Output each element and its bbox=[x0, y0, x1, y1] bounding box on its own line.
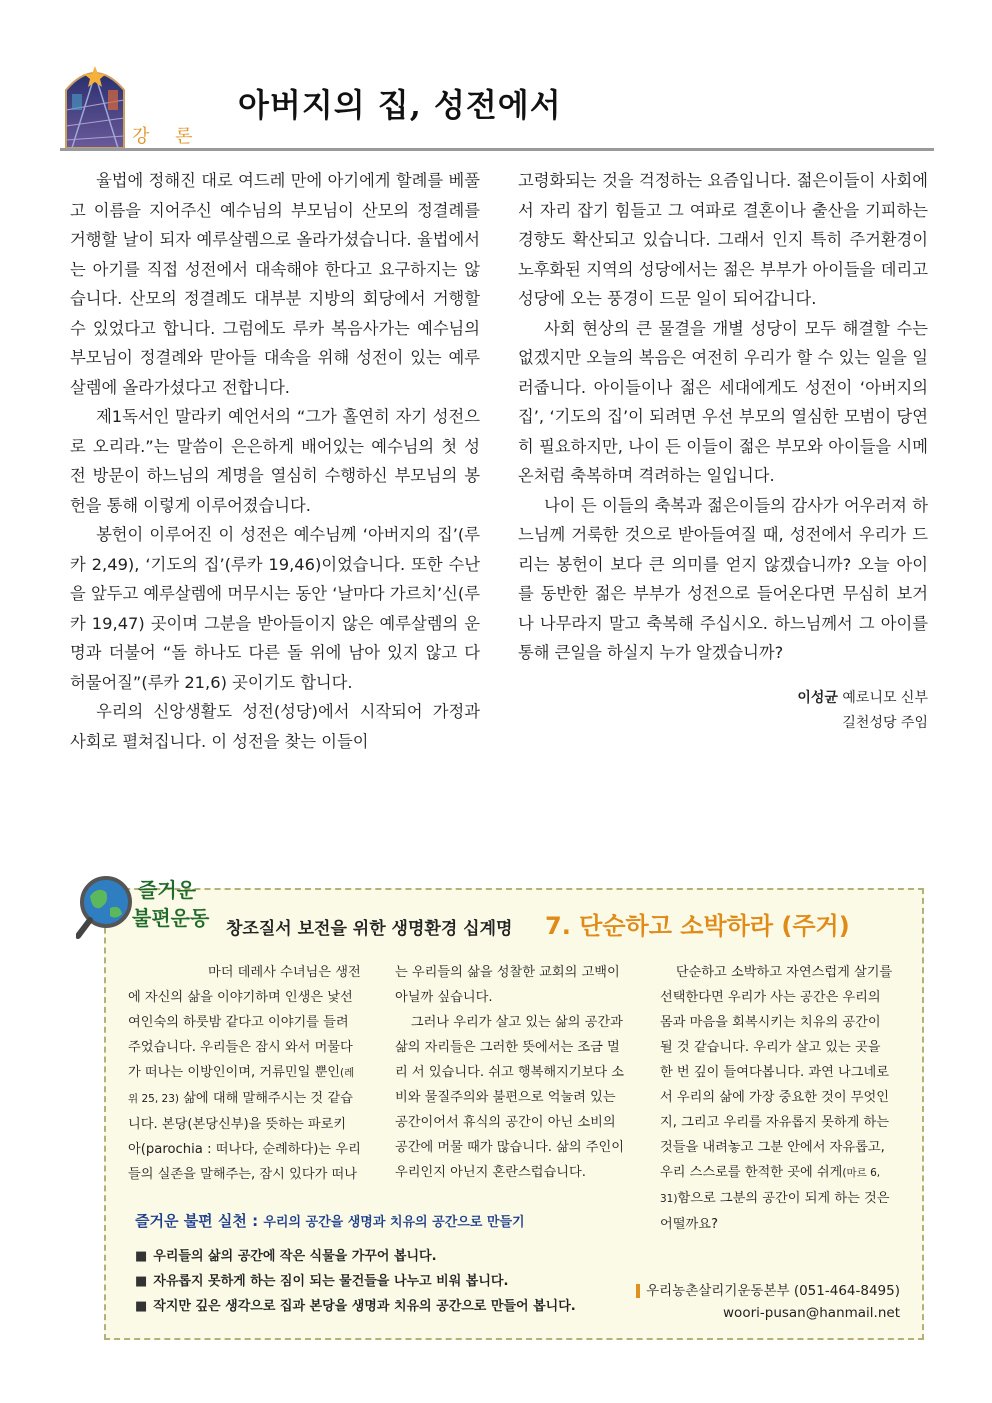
sermon-paragraph: 율법에 정해진 대로 여드레 만에 아기에게 할례를 베풀고 이름을 지어주신 예수님의 부모님이 산모의 정결례를 거행할 날이 되자 예루살렘으로 올라가셨습니다. 율법에서는 아기를 직접 성전에서 대속해야 한다고 요구하지는 않습니다. 산모의 정결례도 대부분 지방의 회당에서 거행할 수 있었다고 합니다. 그럼에도 루카 복음사가는 예수님의 부모님이 정결례와 맏아들 대속을 위해 성전이 있는 예루살렘에 올라가셨다고 전합니다. bbox=[70, 171, 480, 397]
text-line: 공간에 머물 때가 많습니다. 삶의 주인이 bbox=[395, 1140, 624, 1155]
text-line: 몸과 마음을 회복시키는 치유의 공간이 bbox=[660, 1015, 881, 1030]
scripture-ref: 위 25, 23) bbox=[128, 1093, 179, 1105]
bullet-icon: ■ bbox=[135, 1299, 148, 1314]
section-label: 강 론 bbox=[132, 126, 203, 147]
text-line: 위 25, 23) 삶에 대해 말해주시는 것 같습 bbox=[128, 1091, 353, 1106]
author-parish: 길천성당 주임 bbox=[842, 714, 928, 731]
campaign-column-3 bbox=[660, 960, 905, 1237]
sermon-paragraph: 봉헌이 이루어진 이 성전은 예수님께 ‘아버지의 집’(루카 2,49), ‘기도의 집’(루카 19,46)이었습니다. 또한 수난을 앞두고 예루살렘에 머무시는 동안 ‘날마다 가르치’신(루카 19,47) 곳이며 그분을 받아들이지 않은 예루살렘의 운명과 더불어 “돌 하나도 다른 돌 위에 남아 있지 않고 다 허물어질”(루카 21,6) 곳이기도 합니다. bbox=[70, 525, 480, 692]
practice-subtitle: 우리의 공간을 생명과 치유의 공간으로 만들기 bbox=[263, 1215, 525, 1230]
text-line: 선택한다면 우리가 사는 공간은 우리의 bbox=[660, 990, 881, 1005]
sermon-paragraph: 사회 현상의 큰 물결을 개별 성당이 모두 해결할 수는 없겠지만 오늘의 복음은 여전히 우리가 할 수 있는 일을 일러줍니다. 아이들이나 젊은 세대에게도 성전이 ‘아버지의 집’, ‘기도의 집’이 되려면 우선 부모의 열심한 모범이 당연히 필요하지만, 나이 든 이들이 젊은 부모와 아이들을 시메온처럼 축복하며 격려하는 일입니다. bbox=[518, 318, 928, 485]
author-signature bbox=[518, 686, 928, 736]
text-line: 서 우리의 삶에 가장 중요한 것이 무엇인 bbox=[660, 1090, 889, 1105]
text-line: 에 자신의 삶을 이야기하며 인생은 낯선 bbox=[128, 990, 353, 1005]
header bbox=[60, 60, 934, 154]
author-title: 예로니모 신부 bbox=[842, 689, 928, 706]
scripture-ref: (레 bbox=[340, 1067, 355, 1079]
sermon-paragraph: 제1독서인 말라키 예언서의 “그가 홀연히 자기 성전으로 오리라.”는 말씀이 은은하게 배어있는 예수님의 첫 성전 방문이 하느님의 계명을 열심히 수행하신 부모님의 봉헌을 통해 이렇게 이루어졌습니다. bbox=[70, 407, 480, 515]
sermon-left-column bbox=[70, 166, 480, 756]
text-line: 우리인지 아닌지 혼란스럽습니다. bbox=[395, 1165, 586, 1180]
text-line: 들의 실존을 말해주는, 잠시 있다가 떠나 bbox=[128, 1167, 357, 1182]
list-item: ■ 작지만 깊은 생각으로 집과 본당을 생명과 치유의 공간으로 만들어 봅니다. bbox=[135, 1299, 576, 1314]
list-item: ■ 자유롭지 못하게 하는 짐이 되는 물건들을 나누고 비워 봅니다. bbox=[135, 1274, 509, 1289]
bullet-icon: ■ bbox=[135, 1274, 148, 1289]
campaign-column-1 bbox=[128, 960, 372, 1187]
text-line: 것들을 내려놓고 그분 안에서 자유롭고, bbox=[660, 1140, 885, 1155]
text-line: 마더 데레사 수녀님은 생전 bbox=[208, 965, 361, 980]
campaign-logo bbox=[76, 868, 216, 958]
text-line: 될 것 같습니다. 우리가 살고 있는 곳을 bbox=[660, 1040, 881, 1055]
contact-org: 우리농촌살리기운동본부 (051-464-8495) bbox=[646, 1283, 900, 1299]
campaign-subtitle: 7. 단순하고 소박하라 (주거) bbox=[545, 912, 850, 940]
text-line: 우리 스스로를 한적한 곳에 쉬게(마르 6, bbox=[660, 1165, 881, 1180]
text-line: 니다. 본당(본당신부)을 뜻하는 파로키 bbox=[128, 1117, 347, 1132]
page-title: 아버지의 집, 성전에서 bbox=[238, 86, 562, 124]
campaign-logo-text-bottom: 불편운동 bbox=[132, 906, 210, 930]
text-line: 지, 그리고 우리를 자유롭지 못하게 하는 bbox=[660, 1115, 889, 1130]
scripture-ref: 31) bbox=[660, 1193, 678, 1205]
header-divider bbox=[60, 148, 934, 151]
author-name: 이성균 bbox=[797, 689, 838, 706]
sermon-paragraph: 고령화되는 것을 걱정하는 요즘입니다. 젊은이들이 사회에서 자리 잡기 힘들고 그 여파로 결혼이나 출산을 기피하는 경향도 확산되고 있습니다. 그래서 인지 특히 주거환경이 노후화된 지역의 성당에서는 젊은 부부가 아이들을 데리고 성당에 오는 풍경이 드문 일이 되어갑니다. bbox=[518, 171, 928, 308]
list-item: ■ 우리들의 삶의 공간에 작은 식물을 가꾸어 봅니다. bbox=[135, 1249, 437, 1264]
text-line: 삶의 자리들은 그러한 뜻에서는 조금 멀 bbox=[395, 1040, 620, 1055]
text-line: 여인숙의 하룻밤 같다고 이야기를 들려 bbox=[128, 1015, 349, 1030]
text-line: 어떨까요? bbox=[660, 1217, 718, 1232]
sermon-paragraph: 나이 든 이들의 축복과 젊은이들의 감사가 어우러져 하느님께 거룩한 것으로 받아들여질 때, 성전에서 우리가 드리는 봉헌이 보다 큰 의미를 얻지 않겠습니까? 오늘 아이를 동반한 젊은 부부가 성전으로 들어온다면 무심히 보거나 나무라지 말고 축복해 주십시오. 하느님께서 그 아이를 통해 큰일을 하실지 누가 알겠습니까? bbox=[518, 495, 928, 662]
text-line: 31)함으로 그분의 공간이 되게 하는 것은 bbox=[660, 1191, 890, 1206]
campaign-logo-text-top: 즐거운 bbox=[138, 878, 196, 902]
campaign-column-2 bbox=[395, 960, 639, 1185]
accent-bar bbox=[636, 1284, 640, 1298]
text-line: 주었습니다. 우리들은 잠시 와서 머물다 bbox=[128, 1040, 353, 1055]
text-line: 단순하고 소박하고 자연스럽게 살기를 bbox=[675, 965, 893, 980]
sermon-paragraph: 우리의 신앙생활도 성전(성당)에서 시작되어 가정과 사회로 펼쳐집니다. 이 성전을 찾는 이들이 bbox=[70, 702, 480, 751]
text-line: 공간이어서 휴식의 공간이 아닌 소비의 bbox=[395, 1115, 616, 1130]
text-line: 한 번 깊이 들여다봅니다. 과연 나그네로 bbox=[660, 1065, 889, 1080]
sermon-right-column bbox=[518, 166, 928, 736]
stained-glass-logo-icon bbox=[64, 60, 126, 148]
text-line: 아(parochia : 떠나다, 순례하다)는 우리 bbox=[128, 1142, 361, 1157]
bullet-icon: ■ bbox=[135, 1249, 148, 1264]
text-line: 는 우리들의 삶을 성찰한 교회의 고백이 bbox=[395, 965, 620, 980]
scripture-ref: (마르 6, bbox=[842, 1167, 881, 1179]
text-line: 비와 물질주의와 불편으로 억눌려 있는 bbox=[395, 1090, 616, 1105]
practice-list bbox=[135, 1244, 576, 1319]
text-line: 아닐까 싶습니다. bbox=[395, 990, 493, 1005]
campaign-title: 창조질서 보전을 위한 생명환경 십계명 bbox=[226, 919, 513, 939]
contact-email: woori-pusan@hanmail.net bbox=[723, 1305, 900, 1321]
text-line: 리 서 있습니다. 쉬고 행복해지기보다 소 bbox=[395, 1065, 624, 1080]
text-line: 가 떠나는 이방인이며, 거류민일 뿐인(레 bbox=[128, 1065, 355, 1080]
text-line: 그러나 우리가 살고 있는 삶의 공간과 bbox=[410, 1015, 623, 1030]
contact-info bbox=[636, 1280, 900, 1324]
practice-title: 즐거운 불편 실천 : 우리의 공간을 생명과 치유의 공간으로 만들기 bbox=[135, 1212, 525, 1230]
